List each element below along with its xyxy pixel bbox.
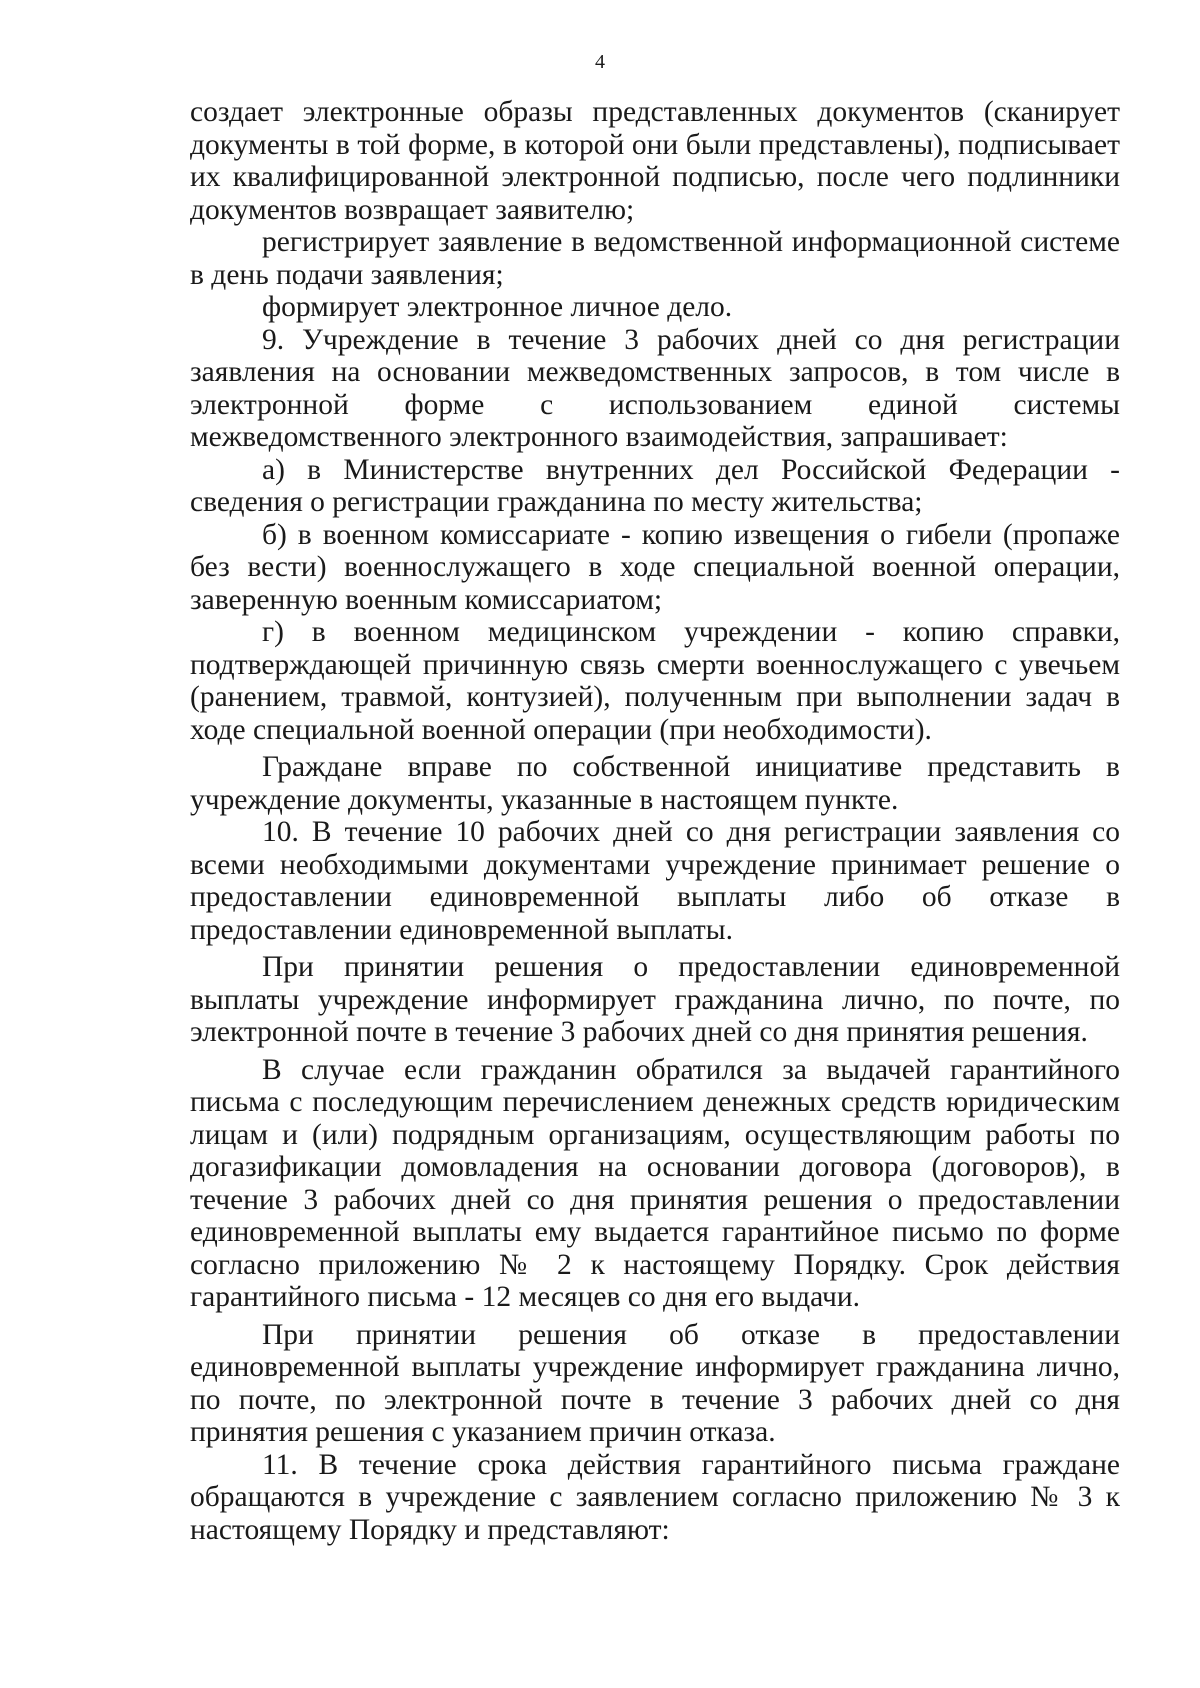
paragraph-personal-file: формирует электронное личное дело.: [262, 291, 733, 323]
paragraph-item-9a: а) в Министерстве внутренних дел Российской Федерации - сведения о регистрации гражданина по месту жительства;: [190, 453, 1120, 518]
paragraph-item-9: 9. Учреждение в течение 3 рабочих дней со дня регистрации заявления на основании межведомственных запросов, в том числе в электронной форме с использованием единой системы межведомственного электронного взаимодействия, запрашивает:: [190, 323, 1120, 453]
paragraph-scan-documents: создает электронные образы представленных документов (сканирует документы в той форме, в которой они были представлены), подписывает их квалифицированной электронной подписью, после чего подлинники документов возвращает заявителю;: [190, 96, 1120, 226]
paragraph-item-10: 10. В течение 10 рабочих дней со дня регистрации заявления со всеми необходимыми документами учреждение принимает решение о предоставлении единовременной выплаты либо об отказе в предоставлении единовременной выплаты.: [190, 816, 1120, 946]
paragraph-register-application: регистрирует заявление в ведомственной информационной системе в день подачи заявления;: [190, 226, 1120, 291]
page-number: 4: [595, 51, 605, 73]
paragraph-item-9g: г) в военном медицинском учреждении - копию справки, подтверждающей причинную связь смерти военнослужащего с увечьем (ранением, травмой, контузией), полученным при выполнении задач в ходе специальной военной операции (при необходимости).: [190, 616, 1120, 746]
paragraph-citizens-right: Граждане вправе по собственной инициативе представить в учреждение документы, указанные в настоящем пункте.: [190, 751, 1120, 816]
paragraph-guarantee-letter: В случае если гражданин обратился за выдачей гарантийного письма с последующим перечислением денежных средств юридическим лицам и (или) подрядным организациям, осуществляющим работы по догазификации домовладения на основании договора (договоров), в течение 3 рабочих дней со дня принятия решения о предоставлении единовременной выплаты ему выдается гарантийное письмо по форме согласно приложению № 2 к настоящему Порядку. Срок действия гарантийного письма - 12 месяцев со дня его выдачи.: [190, 1053, 1120, 1313]
paragraph-item-11: 11. В течение срока действия гарантийного письма граждане обращаются в учреждение с заявлением согласно приложению № 3 к настоящему Порядку и представляют:: [190, 1448, 1120, 1546]
document-body: [190, 96, 1120, 1546]
paragraph-positive-decision: При принятии решения о предоставлении единовременной выплаты учреждение информирует гражданина лично, по почте, по электронной почте в течение 3 рабочих дней со дня принятия решения.: [190, 951, 1120, 1048]
paragraph-refusal-decision: При принятии решения об отказе в предоставлении единовременной выплаты учреждение информирует гражданина лично, по почте, по электронной почте в течение 3 рабочих дней со дня принятия решения с указанием причин отказа.: [190, 1318, 1120, 1448]
paragraph-item-9b: б) в военном комиссариате - копию извещения о гибели (пропаже без вести) военнослужащего в ходе специальной военной операции, заверенную военным комиссариатом;: [190, 518, 1120, 616]
